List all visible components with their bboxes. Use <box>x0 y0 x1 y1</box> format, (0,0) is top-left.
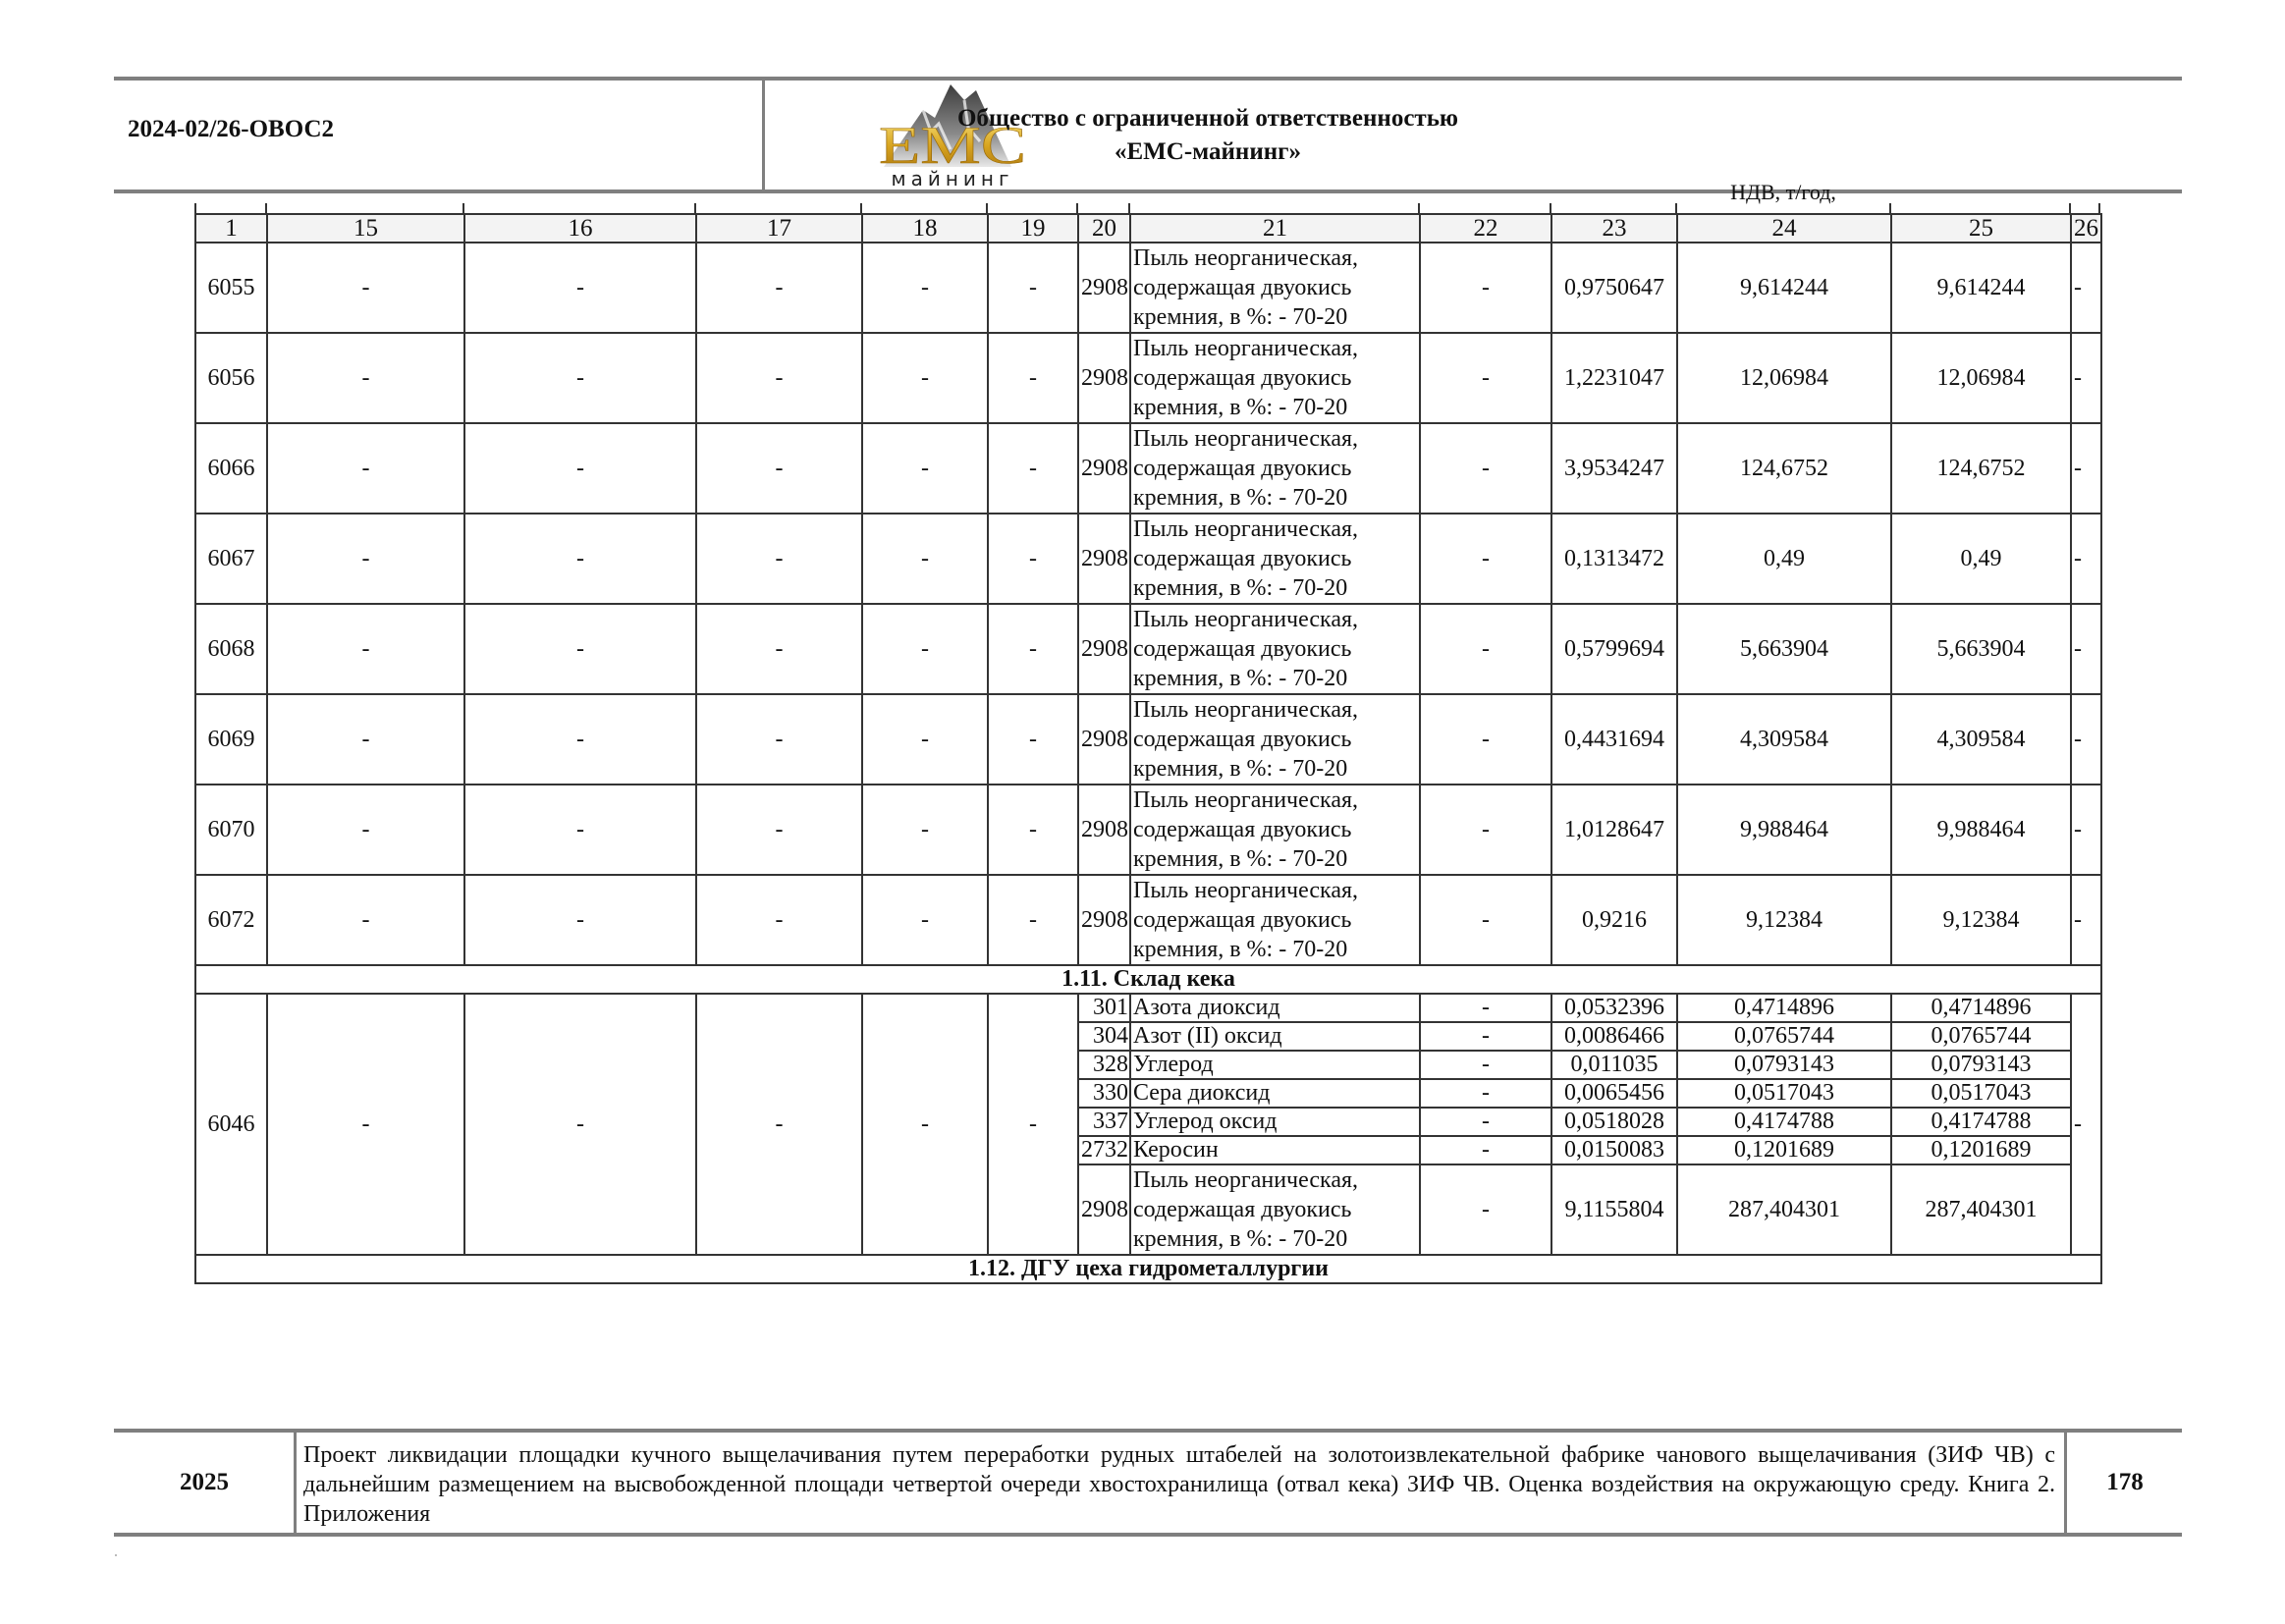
cell-c25: 0,1201689 <box>1891 1136 2071 1164</box>
cell-code: 2908 <box>1078 694 1130 785</box>
cell-c23: 0,9750647 <box>1551 243 1677 333</box>
cell-code: 301 <box>1078 994 1130 1022</box>
cell-c15: - <box>267 604 464 694</box>
column-number: 17 <box>696 214 862 243</box>
column-number: 23 <box>1551 214 1677 243</box>
cell-c17: - <box>696 514 862 604</box>
table-row <box>195 694 2101 785</box>
cell-c15: - <box>267 243 464 333</box>
cell-c16: - <box>464 994 696 1255</box>
table-row <box>195 785 2101 875</box>
cell-c19: - <box>988 994 1078 1255</box>
cell-c24: 0,0793143 <box>1677 1051 1891 1079</box>
logo-mark: ЕМС <box>879 116 1026 175</box>
cell-c25: 5,663904 <box>1891 604 2071 694</box>
cell-code: 2908 <box>1078 785 1130 875</box>
cell-c24: 0,4174788 <box>1677 1108 1891 1136</box>
cell-code: 2732 <box>1078 1136 1130 1164</box>
cell-c17: - <box>696 243 862 333</box>
cell-c19: - <box>988 423 1078 514</box>
column-number: 16 <box>464 214 696 243</box>
cell-c25: 4,309584 <box>1891 694 2071 785</box>
organization-name <box>609 102 1807 169</box>
cell-c25: 9,614244 <box>1891 243 2071 333</box>
cell-substance: Пыль неорганическая, содержащая двуокись кремния, в %: - 70-20 <box>1130 423 1420 514</box>
cell-c19: - <box>988 514 1078 604</box>
column-number-row <box>195 214 2101 243</box>
cell-c17: - <box>696 994 862 1255</box>
column-number: 26 <box>2071 214 2101 243</box>
cell-c18: - <box>862 875 988 965</box>
cell-c16: - <box>464 875 696 965</box>
cell-c15: - <box>267 875 464 965</box>
cell-substance: Пыль неорганическая, содержащая двуокись кремния, в %: - 70-20 <box>1130 243 1420 333</box>
cell-substance: Керосин <box>1130 1136 1420 1164</box>
cell-code: 2908 <box>1078 423 1130 514</box>
cell-c24: 0,0517043 <box>1677 1079 1891 1108</box>
cell-c17: - <box>696 604 862 694</box>
footer-top-rule <box>114 1429 2182 1433</box>
cell-source: 6055 <box>195 243 267 333</box>
cell-c15: - <box>267 785 464 875</box>
cell-c24: 124,6752 <box>1677 423 1891 514</box>
cell-c26: - <box>2071 994 2101 1255</box>
cell-c15: - <box>267 333 464 423</box>
cell-c22: - <box>1420 694 1551 785</box>
cell-c23: 0,1313472 <box>1551 514 1677 604</box>
cell-c25: 0,0765744 <box>1891 1022 2071 1051</box>
cell-c23: 0,4431694 <box>1551 694 1677 785</box>
cell-substance: Пыль неорганическая, содержащая двуокись кремния, в %: - 70-20 <box>1130 875 1420 965</box>
cell-c18: - <box>862 243 988 333</box>
cell-c23: 0,0065456 <box>1551 1079 1677 1108</box>
cell-c16: - <box>464 423 696 514</box>
cell-c19: - <box>988 333 1078 423</box>
cell-c22: - <box>1420 423 1551 514</box>
cell-c22: - <box>1420 604 1551 694</box>
cell-c22: - <box>1420 1051 1551 1079</box>
footer-description: Проект ликвидации площадки кучного выщелачивания путем переработки рудных штабелей на золотоизвлекательной фабрике чанового выщелачивания (ЗИФ ЧВ) с дальнейшим размещением на высвобожденной площади четвертой очереди хвостохранилища (отвал кека) ЗИФ ЧВ. Оценка воздействия на окружающую среду. Книга 2. Приложения <box>303 1442 2055 1527</box>
cell-code: 328 <box>1078 1051 1130 1079</box>
footer-divider-right <box>2064 1431 2067 1535</box>
cell-substance: Азот (II) оксид <box>1130 1022 1420 1051</box>
cell-c25: 0,4174788 <box>1891 1108 2071 1136</box>
cell-c22: - <box>1420 514 1551 604</box>
cell-source: 6066 <box>195 423 267 514</box>
cell-c26: - <box>2071 333 2101 423</box>
section-title: 1.12. ДГУ цеха гидрометаллургии <box>195 1255 2101 1283</box>
cell-c23: 3,9534247 <box>1551 423 1677 514</box>
cell-c16: - <box>464 785 696 875</box>
column-number: 20 <box>1078 214 1130 243</box>
cell-code: 2908 <box>1078 1164 1130 1255</box>
cell-c15: - <box>267 994 464 1255</box>
cell-c23: 0,0518028 <box>1551 1108 1677 1136</box>
column-number: 1 <box>195 214 267 243</box>
cell-c22: - <box>1420 1164 1551 1255</box>
cell-c23: 0,5799694 <box>1551 604 1677 694</box>
cell-c25: 0,0517043 <box>1891 1079 2071 1108</box>
cell-c23: 9,1155804 <box>1551 1164 1677 1255</box>
cell-c22: - <box>1420 994 1551 1022</box>
cell-source: 6070 <box>195 785 267 875</box>
cell-c18: - <box>862 785 988 875</box>
cell-c23: 1,0128647 <box>1551 785 1677 875</box>
cell-c16: - <box>464 243 696 333</box>
cell-c25: 9,12384 <box>1891 875 2071 965</box>
cell-c16: - <box>464 604 696 694</box>
cell-c25: 0,4714896 <box>1891 994 2071 1022</box>
cell-c15: - <box>267 694 464 785</box>
cell-c18: - <box>862 514 988 604</box>
cell-c24: 9,614244 <box>1677 243 1891 333</box>
cell-c23: 1,2231047 <box>1551 333 1677 423</box>
cell-code: 304 <box>1078 1022 1130 1051</box>
cell-c18: - <box>862 333 988 423</box>
cell-c22: - <box>1420 1079 1551 1108</box>
table-row <box>195 333 2101 423</box>
cell-c15: - <box>267 514 464 604</box>
organization-line-2: «ЕМС-майнинг» <box>1115 138 1301 165</box>
cell-c24: 9,988464 <box>1677 785 1891 875</box>
column-number: 18 <box>862 214 988 243</box>
cell-source: 6072 <box>195 875 267 965</box>
cell-c22: - <box>1420 1022 1551 1051</box>
cell-source: 6056 <box>195 333 267 423</box>
cell-c17: - <box>696 423 862 514</box>
cell-code: 2908 <box>1078 243 1130 333</box>
cell-c24: 4,309584 <box>1677 694 1891 785</box>
cell-c17: - <box>696 333 862 423</box>
table-row <box>195 243 2101 333</box>
cell-code: 2908 <box>1078 514 1130 604</box>
logo-subtitle: майнинг <box>891 167 1014 190</box>
cell-substance: Пыль неорганическая, содержащая двуокись кремния, в %: - 70-20 <box>1130 694 1420 785</box>
cell-c23: 0,0150083 <box>1551 1136 1677 1164</box>
cell-c23: 0,0086466 <box>1551 1022 1677 1051</box>
cell-c22: - <box>1420 785 1551 875</box>
header-top-rule <box>114 77 2182 81</box>
cell-c25: 287,404301 <box>1891 1164 2071 1255</box>
table-row <box>195 875 2101 965</box>
cell-c26: - <box>2071 604 2101 694</box>
table-row <box>195 994 2101 1022</box>
cell-substance: Пыль неорганическая, содержащая двуокись кремния, в %: - 70-20 <box>1130 514 1420 604</box>
cell-c25: 9,988464 <box>1891 785 2071 875</box>
cell-code: 2908 <box>1078 604 1130 694</box>
cell-c17: - <box>696 785 862 875</box>
cell-source: 6068 <box>195 604 267 694</box>
emissions-table <box>194 213 2102 1284</box>
cell-c18: - <box>862 694 988 785</box>
cell-c26: - <box>2071 694 2101 785</box>
cell-c26: - <box>2071 514 2101 604</box>
scan-artifact <box>115 1554 117 1556</box>
column-number: 22 <box>1420 214 1551 243</box>
cell-c24: 0,49 <box>1677 514 1891 604</box>
cell-c23: 0,9216 <box>1551 875 1677 965</box>
cell-c26: - <box>2071 423 2101 514</box>
cell-c24: 9,12384 <box>1677 875 1891 965</box>
organization-line-1: Общество с ограниченной ответственностью <box>956 105 1459 132</box>
cell-c18: - <box>862 994 988 1255</box>
section-row <box>195 965 2101 994</box>
column-number: 15 <box>267 214 464 243</box>
cell-substance: Углерод <box>1130 1051 1420 1079</box>
table-row <box>195 423 2101 514</box>
cell-c22: - <box>1420 1136 1551 1164</box>
cell-c24: 5,663904 <box>1677 604 1891 694</box>
cell-substance: Углерод оксид <box>1130 1108 1420 1136</box>
cell-c24: 0,1201689 <box>1677 1136 1891 1164</box>
cell-c26: - <box>2071 875 2101 965</box>
footer-year: 2025 <box>180 1469 229 1495</box>
cell-source: 6046 <box>195 994 267 1255</box>
cell-code: 337 <box>1078 1108 1130 1136</box>
cell-c24: 12,06984 <box>1677 333 1891 423</box>
page-number: 178 <box>2106 1469 2144 1495</box>
cell-substance: Пыль неорганическая, содержащая двуокись кремния, в %: - 70-20 <box>1130 785 1420 875</box>
cell-substance: Пыль неорганическая, содержащая двуокись кремния, в %: - 70-20 <box>1130 1164 1420 1255</box>
cell-c18: - <box>862 423 988 514</box>
cell-c26: - <box>2071 243 2101 333</box>
cell-c19: - <box>988 785 1078 875</box>
cell-substance: Пыль неорганическая, содержащая двуокись кремния, в %: - 70-20 <box>1130 333 1420 423</box>
cell-substance: Азота диоксид <box>1130 994 1420 1022</box>
cell-code: 330 <box>1078 1079 1130 1108</box>
cell-source: 6069 <box>195 694 267 785</box>
cell-substance: Пыль неорганическая, содержащая двуокись кремния, в %: - 70-20 <box>1130 604 1420 694</box>
cell-c19: - <box>988 694 1078 785</box>
cell-c22: - <box>1420 333 1551 423</box>
cell-c24: 0,0765744 <box>1677 1022 1891 1051</box>
column-number: 19 <box>988 214 1078 243</box>
section-title: 1.11. Склад кека <box>195 965 2101 994</box>
cell-c22: - <box>1420 875 1551 965</box>
cell-c25: 0,0793143 <box>1891 1051 2071 1079</box>
cell-c15: - <box>267 423 464 514</box>
cell-c26: - <box>2071 785 2101 875</box>
cell-source: 6067 <box>195 514 267 604</box>
cell-code: 2908 <box>1078 333 1130 423</box>
cell-c23: 0,0532396 <box>1551 994 1677 1022</box>
footer-bottom-rule <box>114 1533 2182 1537</box>
cell-c23: 0,011035 <box>1551 1051 1677 1079</box>
cell-c25: 12,06984 <box>1891 333 2071 423</box>
cell-c19: - <box>988 604 1078 694</box>
cell-c24: 0,4714896 <box>1677 994 1891 1022</box>
cell-c22: - <box>1420 243 1551 333</box>
document-code: 2024-02/26-ОВОС2 <box>128 116 335 142</box>
cell-c18: - <box>862 604 988 694</box>
cell-c25: 0,49 <box>1891 514 2071 604</box>
table-row <box>195 604 2101 694</box>
cell-c25: 124,6752 <box>1891 423 2071 514</box>
clipped-column-header: НДВ, т/год, <box>1730 180 1836 204</box>
cell-c16: - <box>464 514 696 604</box>
table-row <box>195 514 2101 604</box>
column-number: 21 <box>1130 214 1420 243</box>
cell-c22: - <box>1420 1108 1551 1136</box>
cell-c16: - <box>464 694 696 785</box>
column-number: 25 <box>1891 214 2071 243</box>
cell-c17: - <box>696 694 862 785</box>
section-row <box>195 1255 2101 1283</box>
cell-c17: - <box>696 875 862 965</box>
cell-c19: - <box>988 875 1078 965</box>
cell-c19: - <box>988 243 1078 333</box>
cell-substance: Сера диоксид <box>1130 1079 1420 1108</box>
cell-c24: 287,404301 <box>1677 1164 1891 1255</box>
column-number: 24 <box>1677 214 1891 243</box>
cell-c16: - <box>464 333 696 423</box>
cell-code: 2908 <box>1078 875 1130 965</box>
